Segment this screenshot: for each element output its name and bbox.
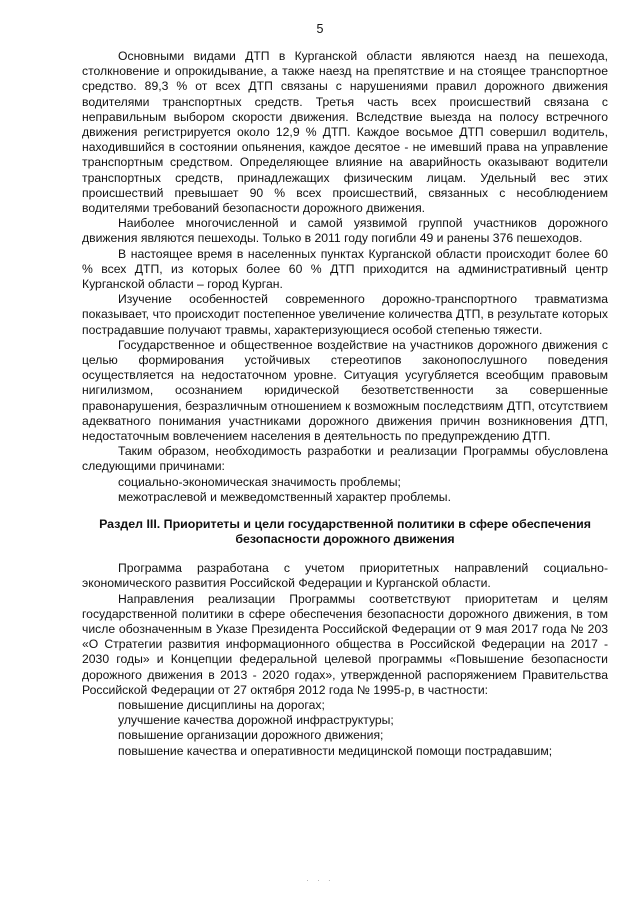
list-item: повышение организации дорожного движения; xyxy=(118,728,384,743)
list-item: улучшение качества дорожной инфраструктуры; xyxy=(118,713,394,728)
scan-artifact-dots: · · · xyxy=(306,876,334,885)
paragraph-conclusion: Таким образом, необходимость разработки и реализации Программы обусловлена следующими причинами: xyxy=(82,444,608,474)
list-item: повышение дисциплины на дорогах; xyxy=(118,697,325,712)
paragraph-public-influence: Государственное и общественное воздействие на участников дорожного движения с целью формирования устойчивых стереотипов законопослушного поведения осуществляется на недостаточном уровне. Ситуация усугубляется всеобщим правовым нигилизмом, осознанием юридической безответственности за совершенные правонарушения, безразличным отношением к возможным последствиям ДТП, отсутствием адекватного понимания участниками дорожного движения причин возникновения ДТП, недостаточным вовлечением населения в деятельность по предупреждению ДТП. xyxy=(82,337,608,444)
list-item: социально-экономическая значимость проблемы; xyxy=(118,474,401,489)
section-heading: Раздел III. Приоритеты и цели государственной политики в сфере обеспечения безопасности дорожного движения xyxy=(99,517,591,547)
page-number: 5 xyxy=(316,22,324,36)
document-body xyxy=(82,49,608,759)
list-item: повышение качества и оперативности медицинской помощи пострадавшим; xyxy=(118,743,553,758)
paragraph-accident-types: Основными видами ДТП в Курганской области являются наезд на пешехода, столкновение и опрокидывание, а также наезд на препятствие и на стоящее транспортное средство. 89,3 % от всех ДТП связаны с нарушениями правил дорожного движения водителями транспортных средств. Третья часть всех происшествий связана с неправильным выбором скорости движения. Вследствие выезда на полосу встречного движения регистрируется около 12,9 % ДТП. Каждое восьмое ДТП совершил водитель, находившийся в состоянии опьянения, каждое десятое - не имевший права на управление транспортным средством. Определяющее влияние на аварийность оказывают водители транспортных средств, принадлежащих физическим лицам. Удельный вес этих происшествий превышает 90 % всех происшествий, связанных с несоблюдением водителями требований безопасности дорожного движения. xyxy=(82,49,608,216)
list-item: межотраслевой и межведомственный характер проблемы. xyxy=(118,489,451,504)
paragraph-injury-study: Изучение особенностей современного дорожно-транспортного травматизма показывает, что происходит постепенное увеличение количества ДТП, в результате которых пострадавшие получают травмы, характеризующиеся особой степенью тяжести. xyxy=(82,292,608,337)
paragraph-program-basis: Программа разработана с учетом приоритетных направлений социально-экономического развития Российской Федерации и Курганской области. xyxy=(82,561,608,591)
paragraph-settlements: В настоящее время в населенных пунктах Курганской области происходит более 60 % всех ДТП, из которых более 60 % ДТП приходится на административный центр Курганской области – город Курган. xyxy=(82,246,608,292)
paragraph-directions: Направления реализации Программы соответствуют приоритетам и целям государственной политики в сфере обеспечения безопасности дорожного движения, в том числе обозначенным в Указе Президента Российской Федерации от 9 мая 2017 года № 203 «О Стратегии развития информационного общества в Российской Федерации на 2017 - 2030 годы» и Концепции федеральной целевой программы «Повышение безопасности дорожного движения в 2013 - 2020 годах», утвержденной распоряжением Правительства Российской Федерации от 27 октября 2012 года № 1995-р, в частности: xyxy=(82,591,608,697)
paragraph-pedestrians: Наиболее многочисленной и самой уязвимой группой участников дорожного движения являются пешеходы. Только в 2011 году погибли 49 и ранены 376 пешеходов. xyxy=(82,216,608,246)
